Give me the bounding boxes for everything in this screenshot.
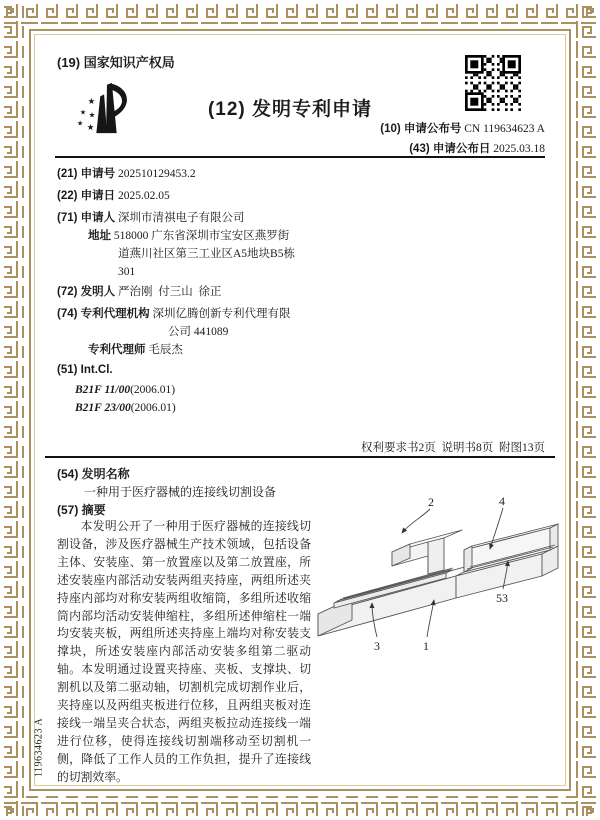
filing-date-row [57, 189, 170, 204]
svg-text:★: ★ [87, 96, 96, 107]
figure-ref-3: 3 [374, 639, 380, 653]
applicant-address-row [88, 229, 289, 244]
agency-name-line-1: 深圳亿腾创新专利代理有限 [152, 308, 291, 320]
figure-ref-2: 2 [428, 495, 434, 509]
address-line-1: 518000 广东省深圳市宝安区燕罗街 [113, 230, 290, 242]
invention-title-label: (54) 发明名称 [57, 467, 130, 481]
agency-row [57, 307, 291, 322]
body-divider [45, 456, 555, 458]
issuing-office: (19) 国家知识产权局 [57, 55, 175, 70]
application-number-label: (21) 申请号 [57, 168, 116, 180]
abstract-text: 本发明公开了一种用于医疗器械的连接线切割设备，涉及医疗器械生产技术领域，包括设备主体、安装座、第一放置座以及第二放置座，所述安装座内部活动安装两组夹持座，两组所述夹持座内部均对称安装两组收缩筒，多组所述收缩筒内部均活动安装伸缩柱，多组所述伸缩柱一端均安装夹板，两组所述夹持座上端均对称安装支撑块，所述安装座内部活动安装多组第二驱动轴。本发明通过设置夹持座、夹板、支撑块、切割机以及第二驱动轴，切割机完成切割作业后，夹持座以及两组夹板进行位移，且两组夹板对连接线一端呈夹合状态，两组夹板拉动连接线一端进行位移，使得连接线切割端移动至切割机一侧，降低了工作人员的工作负担，提升了连接线的切割效率。 [57, 519, 311, 784]
application-number-value: 202510129453.2 [118, 168, 196, 180]
figure-ref-53: 53 [496, 591, 508, 605]
agent-row [88, 343, 183, 358]
inventors-row [57, 285, 222, 300]
publication-date-line [409, 140, 545, 156]
applicant-row [57, 211, 245, 226]
address-line-3: 301 [118, 266, 136, 278]
agent-label: 专利代理师 [88, 344, 146, 356]
abstract-label: (57) 摘要 [57, 503, 106, 517]
svg-text:★: ★ [79, 109, 86, 117]
svg-text:★: ★ [86, 122, 95, 133]
document-type-title: (12) 发明专利申请 [207, 99, 373, 120]
cnipa-logo-icon [76, 78, 138, 136]
application-number-row [57, 167, 196, 182]
intcl-label: (51) Int.Cl. [57, 364, 113, 376]
patent-figure [306, 492, 564, 690]
filing-date-value: 2025.02.05 [118, 190, 170, 202]
publication-date-label: (43) 申请公布日 [409, 143, 491, 155]
figure-ref-1: 1 [423, 639, 429, 653]
agency-name-line-2: 公司 441089 [168, 326, 229, 338]
intcl-2-code: B21F 23/00 [75, 402, 131, 414]
header-divider [55, 156, 545, 158]
intcl-2-date: (2006.01) [130, 402, 176, 414]
intcl-1-code: B21F 11/00 [75, 384, 131, 396]
intcl-entry-2 [75, 401, 176, 416]
publication-date-value: 2025.03.18 [493, 143, 545, 155]
agency-label: (74) 专利代理机构 [57, 308, 150, 320]
intcl-1-date: (2006.01) [130, 384, 176, 396]
qr-code [464, 55, 522, 111]
svg-text:★: ★ [88, 110, 96, 120]
publication-number-value: CN 119634623 A [464, 123, 545, 135]
publication-number-line [380, 120, 545, 136]
intcl-entry-1 [75, 383, 175, 398]
filing-date-label: (22) 申请日 [57, 190, 116, 202]
invention-title: 一种用于医疗器械的连接线切割设备 [84, 485, 277, 499]
applicant-label: (71) 申请人 [57, 212, 116, 224]
inventors-label: (72) 发明人 [57, 286, 116, 298]
publication-number-label: (10) 申请公布号 [380, 123, 462, 135]
svg-text:★: ★ [77, 120, 84, 128]
agent-name: 毛辰杰 [148, 344, 183, 356]
inventors-names: 严治刚 付三山 徐正 [118, 286, 222, 298]
side-publication-number: 119634623 A [33, 717, 45, 778]
pages-info: 权利要求书2页 说明书8页 附图13页 [361, 442, 545, 454]
address-label: 地址 [88, 230, 111, 242]
figure-ref-4: 4 [499, 494, 505, 508]
applicant-name: 深圳市清祺电子有限公司 [118, 212, 245, 224]
address-line-2: 道燕川社区第三工业区A5地块B5栋 [118, 248, 295, 260]
